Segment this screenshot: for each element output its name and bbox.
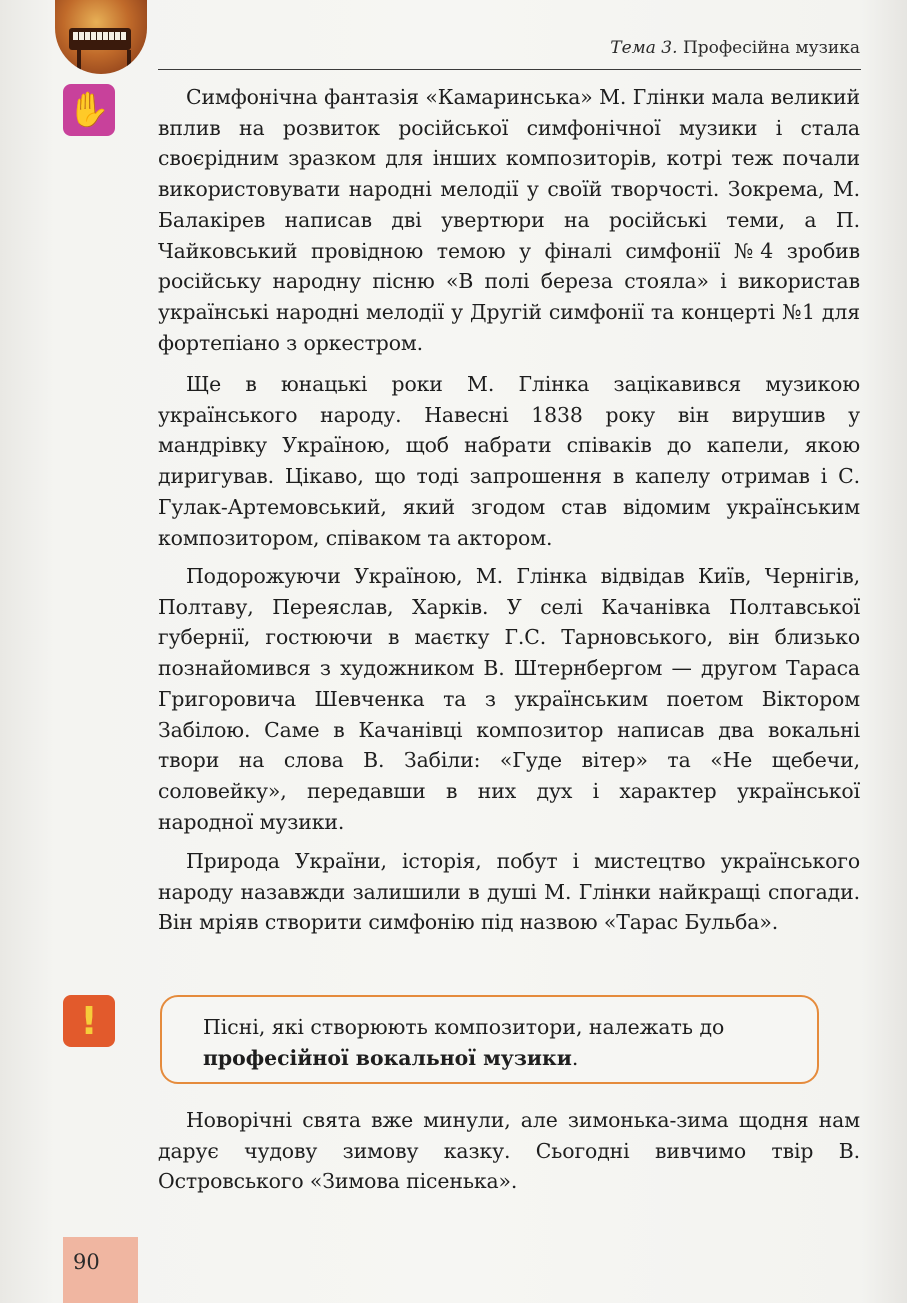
definition-term: професійної вокальної музики	[203, 1045, 572, 1070]
definition-text: Пісні, які створюють композитори, належать до професійної вокальної музики.	[203, 1015, 725, 1070]
page-number: 90	[73, 1250, 100, 1274]
piano-keys	[73, 32, 127, 40]
piano-legs	[77, 50, 131, 70]
hand-icon: ✋	[63, 84, 115, 136]
paragraph-closing: Новорічні свята вже минули, але зимонька-зима щодня нам дарує чудову зимову казку. Сьогодні вивчимо твір В. Островського «Зимова пісенька».	[158, 1108, 860, 1194]
paragraph-kamarinska: Симфонічна фантазія «Камаринська» М. Глінки мала великий вплив на розвиток російської симфонічної музики і стала своєрідним зразком для інших композиторів, котрі теж почали використовувати народні мелодії у своїй творчості. Зокрема, М. Балакірев написав дві увертюри на російські теми, а П. Чайковський провідною темою у фіналі симфонії №4 зробив російську народну пісню «В полі береза стояла» і використав українські народні мелодії у Другій симфонії та концерті №1 для фортепіано з оркестром.	[158, 85, 860, 355]
topic-title: Професійна музика	[682, 38, 860, 58]
paragraph-youth: Ще в юнацькі роки М. Глінка зацікавився музикою українського народу. Навесні 1838 року він вирушив у мандрівку Україною, щоб набрати співаків до капели, якою диригував. Цікаво, що тоді запрошення в капелу отримав і С. Гулак-Артемовський, який згодом став відомим українським композитором, співаком та актором.	[158, 372, 860, 550]
header-rule	[158, 69, 861, 70]
paragraph-travel: Подорожуючи Україною, М. Глінка відвідав Київ, Чернігів, Полтаву, Переяслав, Харків. У селі Качанівка Полтавської губернії, гостюючи в маєтку Г.С. Тарновського, він близько познайомився з художником В. Штернбергом — другом Тараса Григоровича Шевченка та з українським поетом Віктором Забілою. Саме в Качанівці композитор написав два вокальні твори на слова В. Забіли: «Гуде вітер» та «Не щебечи, соловейку», передавши в них дух і характер української народної музики.	[158, 564, 860, 834]
running-head	[610, 38, 860, 58]
exclamation-icon: !	[63, 995, 115, 1047]
topic-label: Тема 3.	[610, 38, 678, 58]
paragraph-nature: Природа України, історія, побут і мистецтво українського народу назавжди залишили в душі М. Глінки найкращі спогади. Він мріяв створити симфонію під назвою «Тарас Бульба».	[158, 849, 860, 935]
